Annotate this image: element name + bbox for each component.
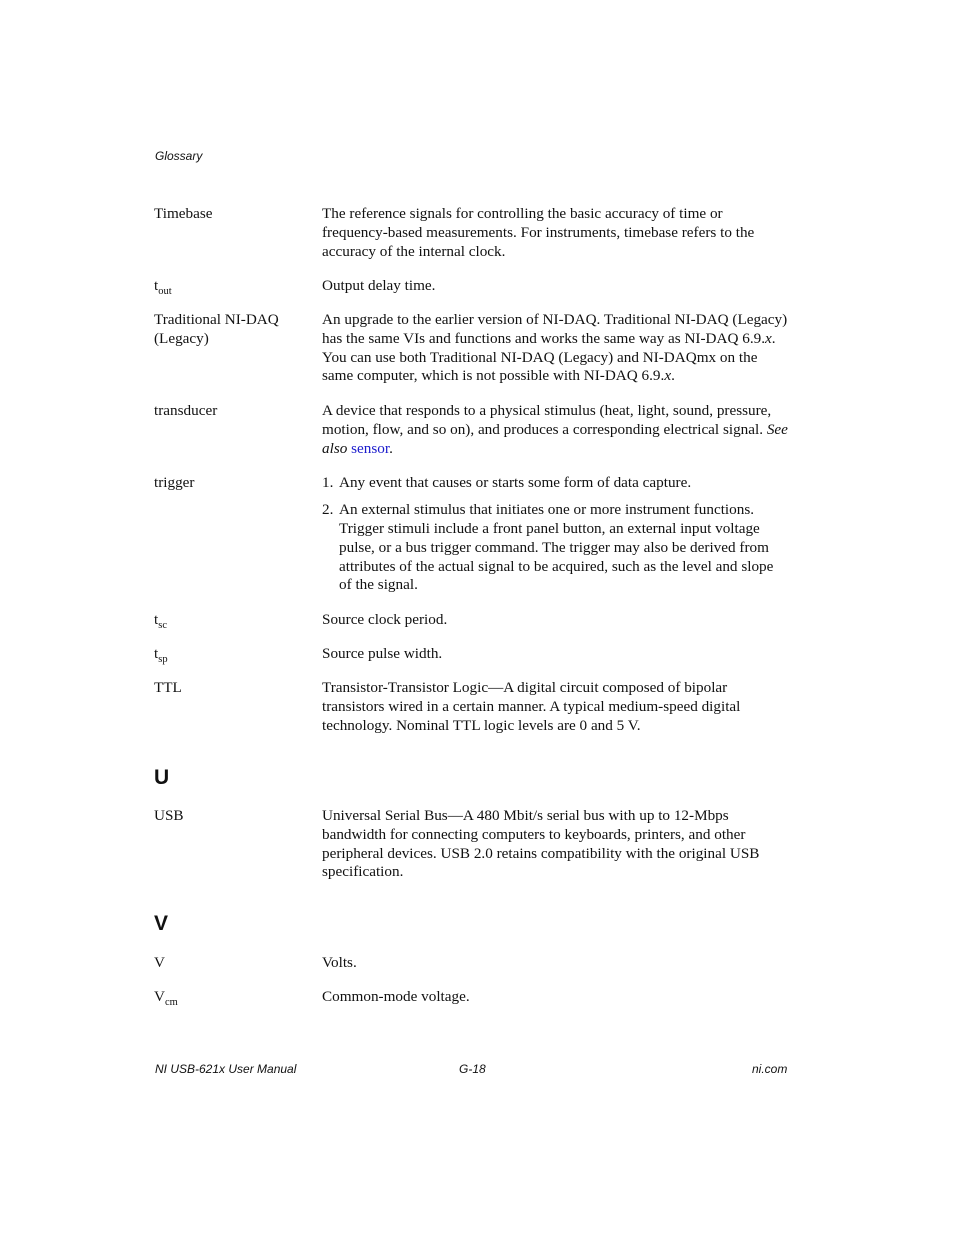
glossary-term: transducer [154, 402, 218, 419]
glossary-term: Traditional NI-DAQ (Legacy) [154, 311, 279, 347]
footer-page-number: G-18 [459, 1062, 486, 1076]
footer-manual-title: NI USB-621x User Manual [155, 1062, 297, 1076]
glossary-term: TTL [154, 679, 182, 696]
glossary-definition: The reference signals for controlling the basic accuracy of time or frequency-based measurements. For instruments, timebase refers to the accuracy of the internal clock. [322, 205, 755, 260]
numbered-list [322, 474, 788, 595]
glossary-term: Timebase [154, 205, 213, 222]
glossary-term: trigger [154, 474, 195, 491]
list-item: 2. An external stimulus that initiates one or more instrument functions. Trigger stimuli include a front panel button, an external input voltage pulse, or a bus trigger command. The trigger may also be derived from attributes of the actual signal to be acquired, such as the level and slope of the signal. [322, 501, 774, 594]
glossary-term: $t_{sp}$ [154, 645, 168, 665]
section-heading-u: U [154, 766, 170, 789]
sensor-link[interactable]: sensor [351, 439, 390, 457]
section-heading-v: V [154, 912, 169, 935]
glossary-term: $V_{cm}$ [154, 988, 178, 1008]
glossary-term: $t_{sc}$ [154, 611, 167, 631]
glossary-definition: A device that responds to a physical stimulus (heat, light, sound, pressure, motion, flow, and so on), and produces a corresponding electrical signal. See also sensor. [322, 402, 788, 457]
glossary-definition: Universal Serial Bus—A 480 Mbit/s serial bus with up to 12-Mbps bandwidth for connecting computers to keyboards, printers, and other peripheral devices. USB 2.0 retains compatibility with the original USB specification. [322, 807, 760, 881]
glossary-definition [322, 474, 788, 604]
glossary-definition: Transistor-Transistor Logic—A digital circuit composed of bipolar transistors wired in a certain manner. A typical medium-speed digital technology. Nominal TTL logic levels are 0 and 5 V. [322, 679, 741, 734]
running-header: Glossary [155, 149, 203, 163]
glossary-term: USB [154, 807, 184, 824]
glossary-term: V [154, 954, 165, 971]
glossary-term: $t_{out}$ [154, 277, 172, 297]
glossary-definition: Source pulse width. [322, 645, 443, 662]
glossary-definition: Volts. [322, 954, 357, 971]
glossary-definition: An upgrade to the earlier version of NI-DAQ. Traditional NI-DAQ (Legacy) has the same VIs and functions and works the same way as NI-DAQ 6.9.x. You can use both Traditional NI-DAQ (Legacy) and NI-DAQmx on the same computer, which is not possible with NI-DAQ 6.9.x. [322, 311, 788, 385]
see-also-label: See also [322, 420, 788, 457]
glossary-definition: Source clock period. [322, 611, 448, 628]
footer-website: ni.com [752, 1062, 788, 1076]
glossary-definition: Output delay time. [322, 277, 436, 294]
glossary-definition: Common-mode voltage. [322, 988, 470, 1005]
list-item: 1. Any event that causes or starts some form of data capture. [322, 474, 692, 491]
